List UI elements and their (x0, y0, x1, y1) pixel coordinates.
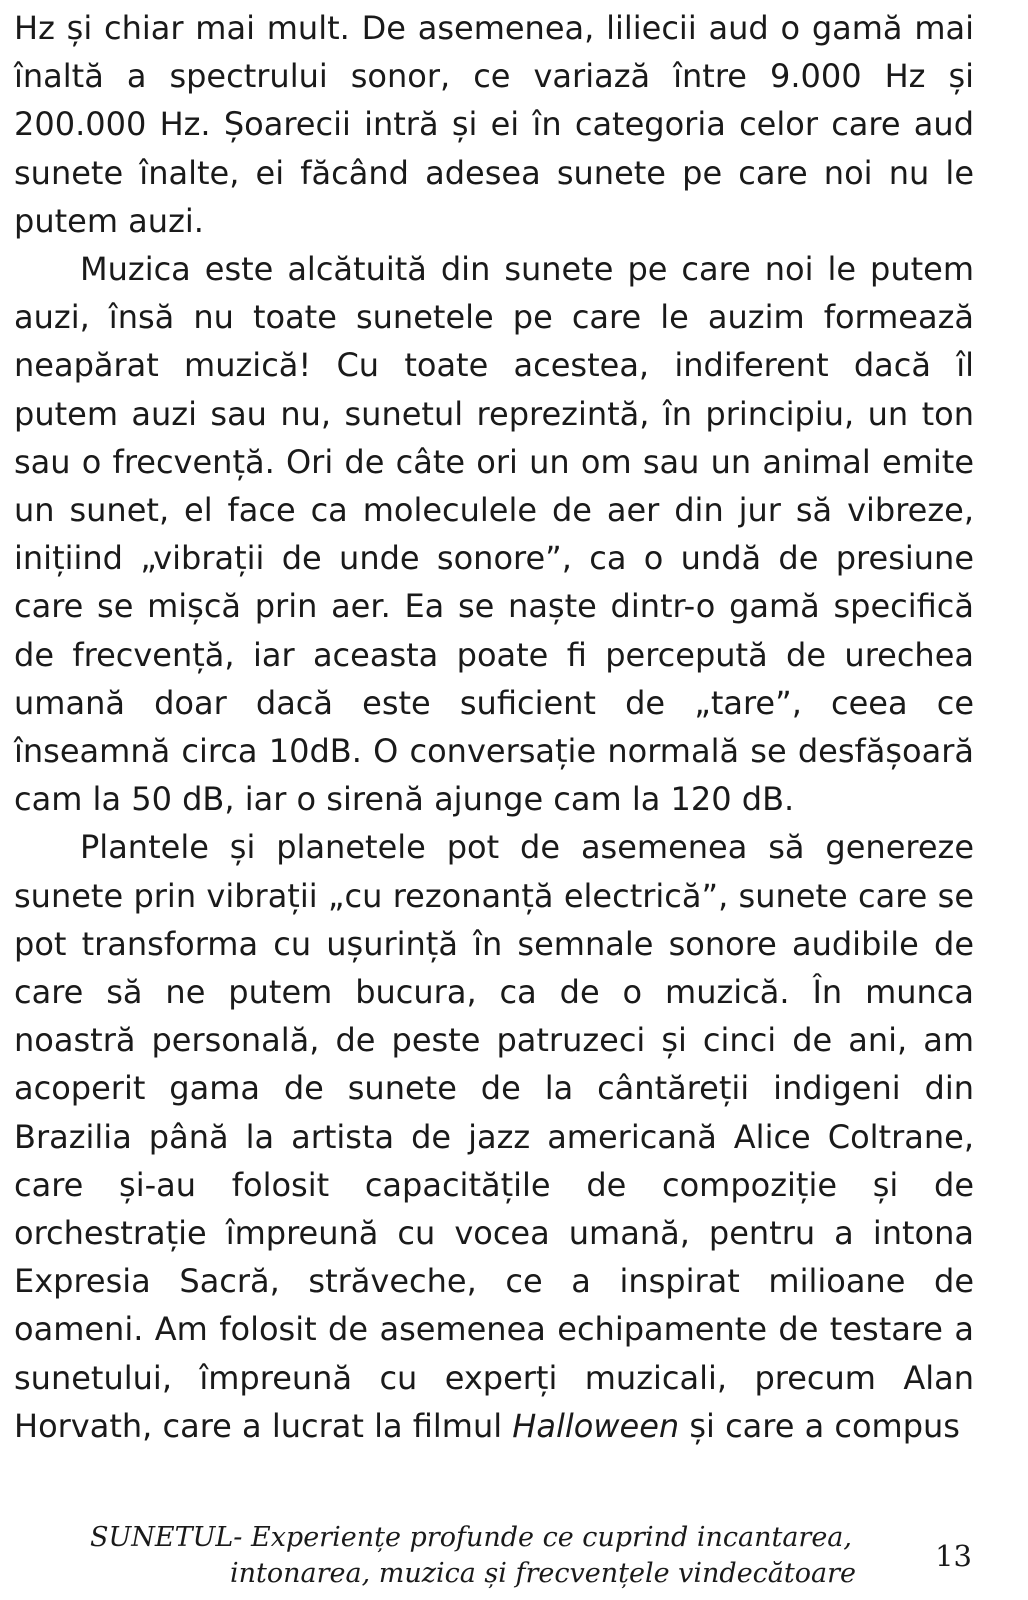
body-text (14, 4, 974, 1450)
paragraph-1: Hz și chiar mai mult. De asemenea, liliecii aud o gamă mai înaltă a spectrului sonor, ce variază între 9.000 Hz și 200.000 Hz. Șoarecii intră și ei în categoria celor care aud sunete înalte, ei făcând adesea sunete pe care noi nu le putem auzi. (14, 9, 974, 240)
paragraph-2: Muzica este alcătuită din sunete pe care noi le putem auzi, însă nu toate sunetele pe care le auzim formează neapărat muzică! Cu toate acestea, indiferent dacă îl putem auzi sau nu, sunetul reprezintă, în principiu, un ton sau o frecvență. Ori de câte ori un om sau un animal emite un sunet, el face ca moleculele de aer din jur să vibreze, inițiind „vibrații de unde sonore”, ca o undă de presiune care se mișcă prin aer. Ea se naște dintr-o gamă specifică de frecvență, iar aceasta poate fi percepută de urechea umană doar dacă este suficient de „tare”, ceea ce înseamnă circa 10dB. O conversație normală se desfășoară cam la 50 dB, iar o sirenă ajunge cam la 120 dB. (14, 250, 974, 819)
footer-title-line-1: SUNETUL- Experiențe profunde ce cuprind incantarea, (90, 1522, 852, 1553)
paragraph-3-tail: și care a compus (679, 1406, 960, 1445)
film-title-italic: Halloween (512, 1406, 680, 1445)
paragraph-3-text: Plantele și planetele pot de asemenea să genereze sunete prin vibrații „cu rezonanță electrică”, sunete care se pot transforma cu ușurință în semnale sonore audibile de care să ne putem bucura, ca de o muzică. În munca noastră personală, de peste patruzeci și cinci de ani, am acoperit gama de sunete de la cântăreții indigeni din Brazilia până la artista de jazz americană Alice Coltrane, care și-au folosit capacitățile de compoziție și de orchestrație împreună cu vocea umană, pentru a intona Expresia Sacră, străveche, ce a inspirat milioane de oameni. Am folosit de asemenea echipamente de testare a sunetului, împreună cu experți muzicali, precum Alan Horvath, care a lucrat la filmul (14, 828, 974, 1445)
page-number: 13 (935, 1539, 972, 1573)
footer-title-line-2: intonarea, muzica și frecvențele vindecătoare (230, 1558, 856, 1589)
paragraph-3 (14, 823, 974, 1450)
page-footer (0, 1520, 1028, 1600)
running-footer-title (90, 1520, 890, 1592)
